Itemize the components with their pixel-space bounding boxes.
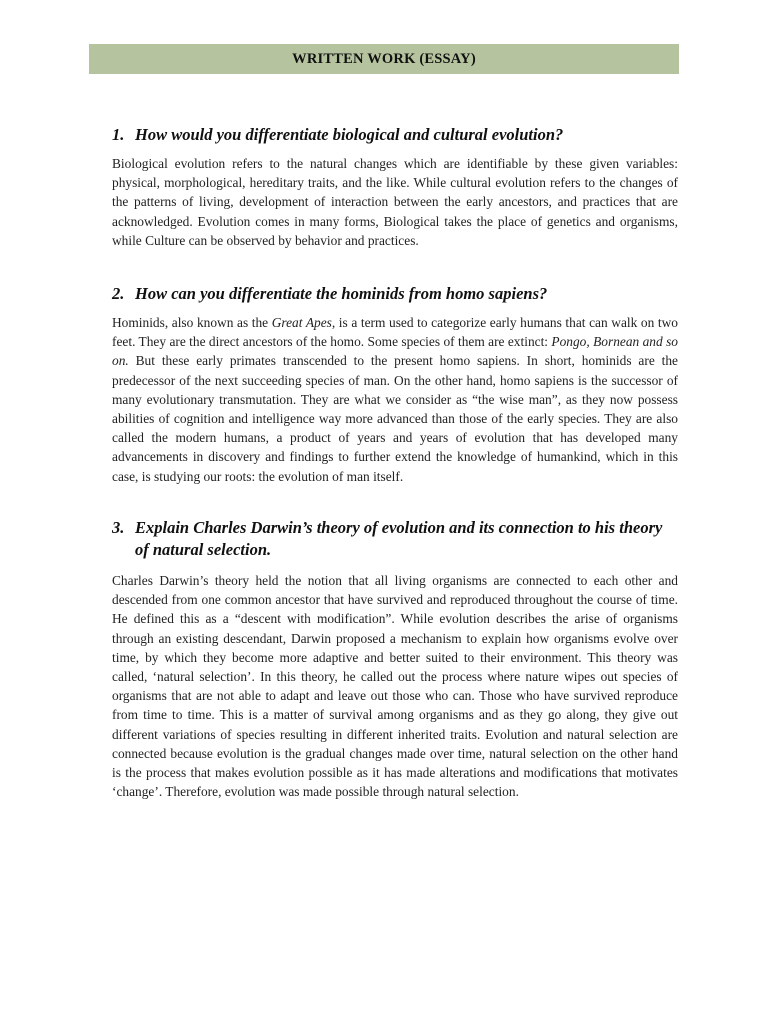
answer-2-text-c: But these early primates transcended to the present homo sapiens. In short, hominids are the predecessor of the next succeeding species of man. On the other hand, homo sapiens is the successor of many evolutionary transmutation. They are what we consider as “the wise man”, as they now possess abilities of cognition and intelligence way more advanced than those of the early species. They are also called the modern humans, a product of years and years of evolution that has developed many advancements in discovery and findings to further extend the knowledge of humankind, which in this case, is studying our roots: the evolution of man itself. [112,353,678,484]
answer-3-paragraph: Charles Darwin’s theory held the notion that all living organisms are connected to each other and descended from one common ancestor that have survived and reproduced throughout the course of time. He defined this as a “descent with modification”. While evolution describes the arise of organisms through an existing descendant, Darwin proposed a mechanism to explain how organisms evolve over time, by which they become more adaptive and better suited to their environment. This theory was called, ‘natural selection’. In this theory, he called out the process where nature wipes out species of organisms that are not able to adapt and leave out those who can. Those who have survived reproduce from time to time. This is a matter of survival among organisms and as they go along, they give out different variations of species resulting in different inherited traits. Evolution and natural selection are connected because evolution is the gradual changes made over time, natural selection on the other hand is the process that makes evolution possible as it has made alterations and modifications that motivates ‘change’. Therefore, evolution was made possible through natural selection. [112,573,678,800]
question-2-text: How can you differentiate the hominids from homo sapiens? [135,284,548,303]
answer-2-paragraph [112,313,678,486]
answer-1-paragraph: Biological evolution refers to the natural changes which are identifiable by these given variables: physical, morphological, hereditary traits, and the like. While cultural evolution refers to the changes of the patterns of living, development of interaction between the early ancestors, and practices that are acknowledged. Evolution comes in many forms, Biological takes the place of genetics and organisms, while Culture can be observed by behavior and practices. [112,156,678,248]
question-1-number: 1. [112,125,125,144]
question-2-number: 2. [112,284,125,303]
question-3-heading [112,517,678,561]
question-1-heading [112,124,678,146]
answer-2-text-a: Hominids, also known as the [112,315,272,330]
page-title: WRITTEN WORK (ESSAY) [89,44,679,74]
answer-2-italic-great-apes: Great Apes, [271,315,336,330]
answer-2-text-b: is a term used to categorize early humans that can walk on two feet. They are the direct ancestors of the homo. Some species of them are extinct: [112,315,678,350]
question-3-text: Explain Charles Darwin’s theory of evolution and its connection to his theory of natural selection. [135,518,663,559]
question-3-number: 3. [112,518,125,537]
question-1-text: How would you differentiate biological and cultural evolution? [135,125,564,144]
answer-2-italic-species: Pongo, Bornean and so on. [112,334,678,369]
question-2-heading [112,283,678,305]
